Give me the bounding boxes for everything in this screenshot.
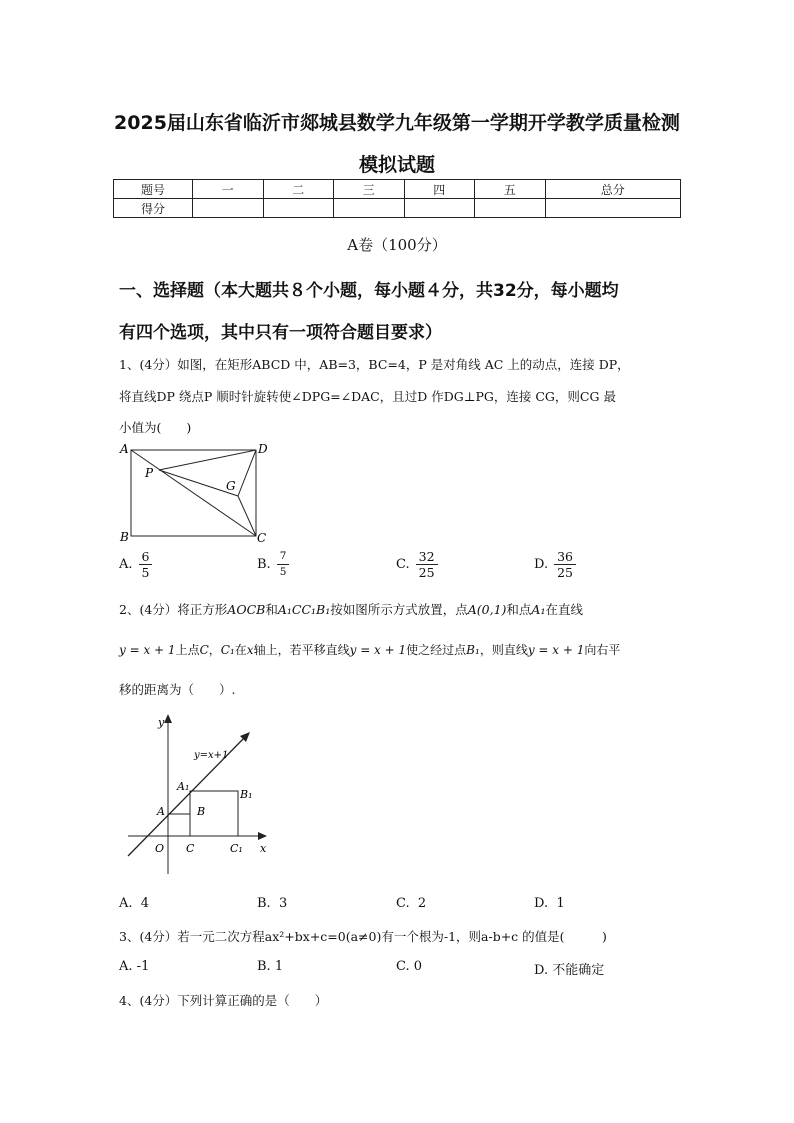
q1-text-line-3: 小值为( ) xyxy=(119,420,192,435)
table-cell: 三 xyxy=(334,180,405,199)
label-c1: C₁ xyxy=(230,842,243,855)
fraction xyxy=(277,549,290,580)
label-p: P xyxy=(145,466,154,480)
option-value: 1 xyxy=(274,959,284,974)
option-label: D. xyxy=(534,557,549,572)
section-heading-line-2: 有四个选项，其中只有一项符合题目要求） xyxy=(119,323,442,343)
table-cell: 四 xyxy=(404,180,475,199)
section-heading-line-1: 一、选择题（本大题共８个小题，每小题４分，共32分，每小题均 xyxy=(119,281,619,301)
exam-title-line-2: 模拟试题 xyxy=(358,154,435,176)
q2-option-a[interactable] xyxy=(119,896,149,911)
q2-text-line-1 xyxy=(119,600,583,618)
score-input-cell[interactable] xyxy=(475,199,546,218)
option-value: -1 xyxy=(136,959,150,974)
q1-option-d[interactable] xyxy=(534,549,576,580)
text-run: 按如图所示方式放置，点 xyxy=(330,602,468,617)
option-label: B. xyxy=(257,896,271,911)
option-value: 3 xyxy=(278,896,288,911)
fraction-numerator: 6 xyxy=(139,549,153,565)
label-a: A xyxy=(157,805,165,818)
math-run: C xyxy=(199,643,209,657)
q2-text-line-3: 移的距离为（ ）. xyxy=(119,682,236,697)
exam-title-line-1: 2025届山东省临沂市郯城县数学九年级第一学期开学教学质量检测 xyxy=(114,112,680,134)
option-value: 4 xyxy=(140,896,150,911)
fraction-denominator: 5 xyxy=(141,565,150,580)
q3-text-line-1: 3、(4分）若一元二次方程ax²+bx+c=0(a≠0)有一个根为-1，则a-b+c 的值是( ) xyxy=(119,929,607,944)
option-label: B. xyxy=(257,557,271,572)
math-run: y = x + 1 xyxy=(119,643,176,657)
label-x: x xyxy=(260,842,267,855)
option-value: 2 xyxy=(417,896,427,911)
option-value: 不能确定 xyxy=(552,963,605,978)
math-run: B₁ xyxy=(466,643,480,657)
option-label: A. xyxy=(119,557,133,572)
math-run: A(0,1) xyxy=(467,602,507,617)
option-label: A. xyxy=(119,959,133,974)
label-c: C xyxy=(257,531,267,545)
segment-pd xyxy=(159,450,256,470)
label-a1: A₁ xyxy=(177,780,190,793)
table-cell: 题号 xyxy=(114,180,193,199)
score-input-cell[interactable] xyxy=(334,199,405,218)
option-label: D. xyxy=(534,896,549,911)
label-c: C xyxy=(186,842,195,855)
fraction xyxy=(554,549,576,580)
option-value: 0 xyxy=(413,959,423,974)
text-run: 和 xyxy=(265,602,278,617)
score-input-cell[interactable] xyxy=(545,199,681,218)
table-cell: 一 xyxy=(193,180,264,199)
text-run: 轴上，若平移直线 xyxy=(253,643,350,657)
score-table-header-row xyxy=(114,180,681,199)
fraction-numerator: 36 xyxy=(554,549,576,565)
text-run: 在直线 xyxy=(545,602,583,617)
score-table-score-row xyxy=(114,199,681,218)
math-run: A₁CC₁B₁ xyxy=(277,602,331,617)
label-g: G xyxy=(226,479,236,493)
q1-rectangle-figure xyxy=(112,438,282,548)
q2-coordinate-figure xyxy=(122,712,282,880)
x-axis-arrow-icon xyxy=(258,832,267,840)
option-label: B. xyxy=(257,959,271,974)
q2-option-b[interactable] xyxy=(257,896,287,911)
fraction-numerator: 7 xyxy=(277,549,290,565)
math-run: C₁ xyxy=(220,643,235,657)
option-label: C. xyxy=(396,557,410,572)
math-run: y = x + 1 xyxy=(527,643,585,657)
label-b: B xyxy=(197,805,206,818)
q4-text-line-1: 4、(4分）下列计算正确的是（ ） xyxy=(119,993,328,1008)
option-label: C. xyxy=(396,959,410,974)
q2-option-d[interactable] xyxy=(534,896,565,911)
score-input-cell[interactable] xyxy=(193,199,264,218)
q2-text-line-2 xyxy=(119,641,620,658)
text-run: ，则直线 xyxy=(479,643,528,657)
table-cell: 总分 xyxy=(545,180,681,199)
option-label: A. xyxy=(119,896,133,911)
table-cell: 二 xyxy=(263,180,334,199)
q1-option-b[interactable] xyxy=(257,549,289,580)
label-line-equation: y=x+1 xyxy=(194,750,229,761)
label-b1: B₁ xyxy=(240,788,253,801)
q3-option-d[interactable] xyxy=(534,959,604,978)
text-run: 向右平 xyxy=(584,643,621,657)
math-run: x xyxy=(246,643,254,657)
text-run: 和点 xyxy=(506,602,532,617)
segment-dg xyxy=(238,450,256,496)
q1-option-a[interactable] xyxy=(119,549,152,580)
math-run: AOCB xyxy=(227,602,266,617)
fraction-denominator: 25 xyxy=(557,565,573,580)
table-cell: 得分 xyxy=(114,199,193,218)
score-input-cell[interactable] xyxy=(263,199,334,218)
text-run: 使之经过点 xyxy=(406,643,467,657)
option-label: D. xyxy=(534,963,549,978)
q3-option-a[interactable] xyxy=(119,959,149,974)
fraction-numerator: 32 xyxy=(416,549,438,565)
fraction xyxy=(416,549,438,580)
fraction xyxy=(139,549,153,580)
text-run: 上点 xyxy=(175,643,200,657)
text-run: 在 xyxy=(234,643,247,657)
label-b: B xyxy=(120,530,129,544)
math-run: y = x + 1 xyxy=(349,643,407,657)
label-a: A xyxy=(120,442,129,456)
table-cell: 五 xyxy=(475,180,546,199)
q1-text-line-2: 将直线DP 绕点P 顺时针旋转使∠DPG=∠DAC，且过D 作DG⊥PG，连接 CG，则CG 最 xyxy=(119,389,616,404)
score-input-cell[interactable] xyxy=(404,199,475,218)
q3-option-b[interactable] xyxy=(257,959,283,974)
label-o: O xyxy=(155,842,165,855)
volume-heading: A卷（100分） xyxy=(347,236,447,254)
y-axis-arrow-icon xyxy=(164,714,172,723)
q2-option-c[interactable] xyxy=(396,896,426,911)
q1-text-line-1: 1、(4分）如图，在矩形ABCD 中，AB=3，BC=4，P 是对角线 AC 上的动点，连接 DP， xyxy=(119,357,630,372)
q3-option-c[interactable] xyxy=(396,959,422,974)
text-run: 2、(4分）将正方形 xyxy=(119,602,228,617)
option-label: C. xyxy=(396,896,410,911)
q1-option-c[interactable] xyxy=(396,549,438,580)
fraction-denominator: 5 xyxy=(279,566,287,578)
fraction-denominator: 25 xyxy=(418,565,435,580)
option-value: 1 xyxy=(556,896,565,911)
square-aocb xyxy=(168,814,190,836)
math-run: A₁ xyxy=(531,602,546,617)
label-y: y xyxy=(158,716,165,729)
text-run: ， xyxy=(208,643,221,657)
label-d: D xyxy=(258,442,268,456)
score-table xyxy=(113,179,681,218)
